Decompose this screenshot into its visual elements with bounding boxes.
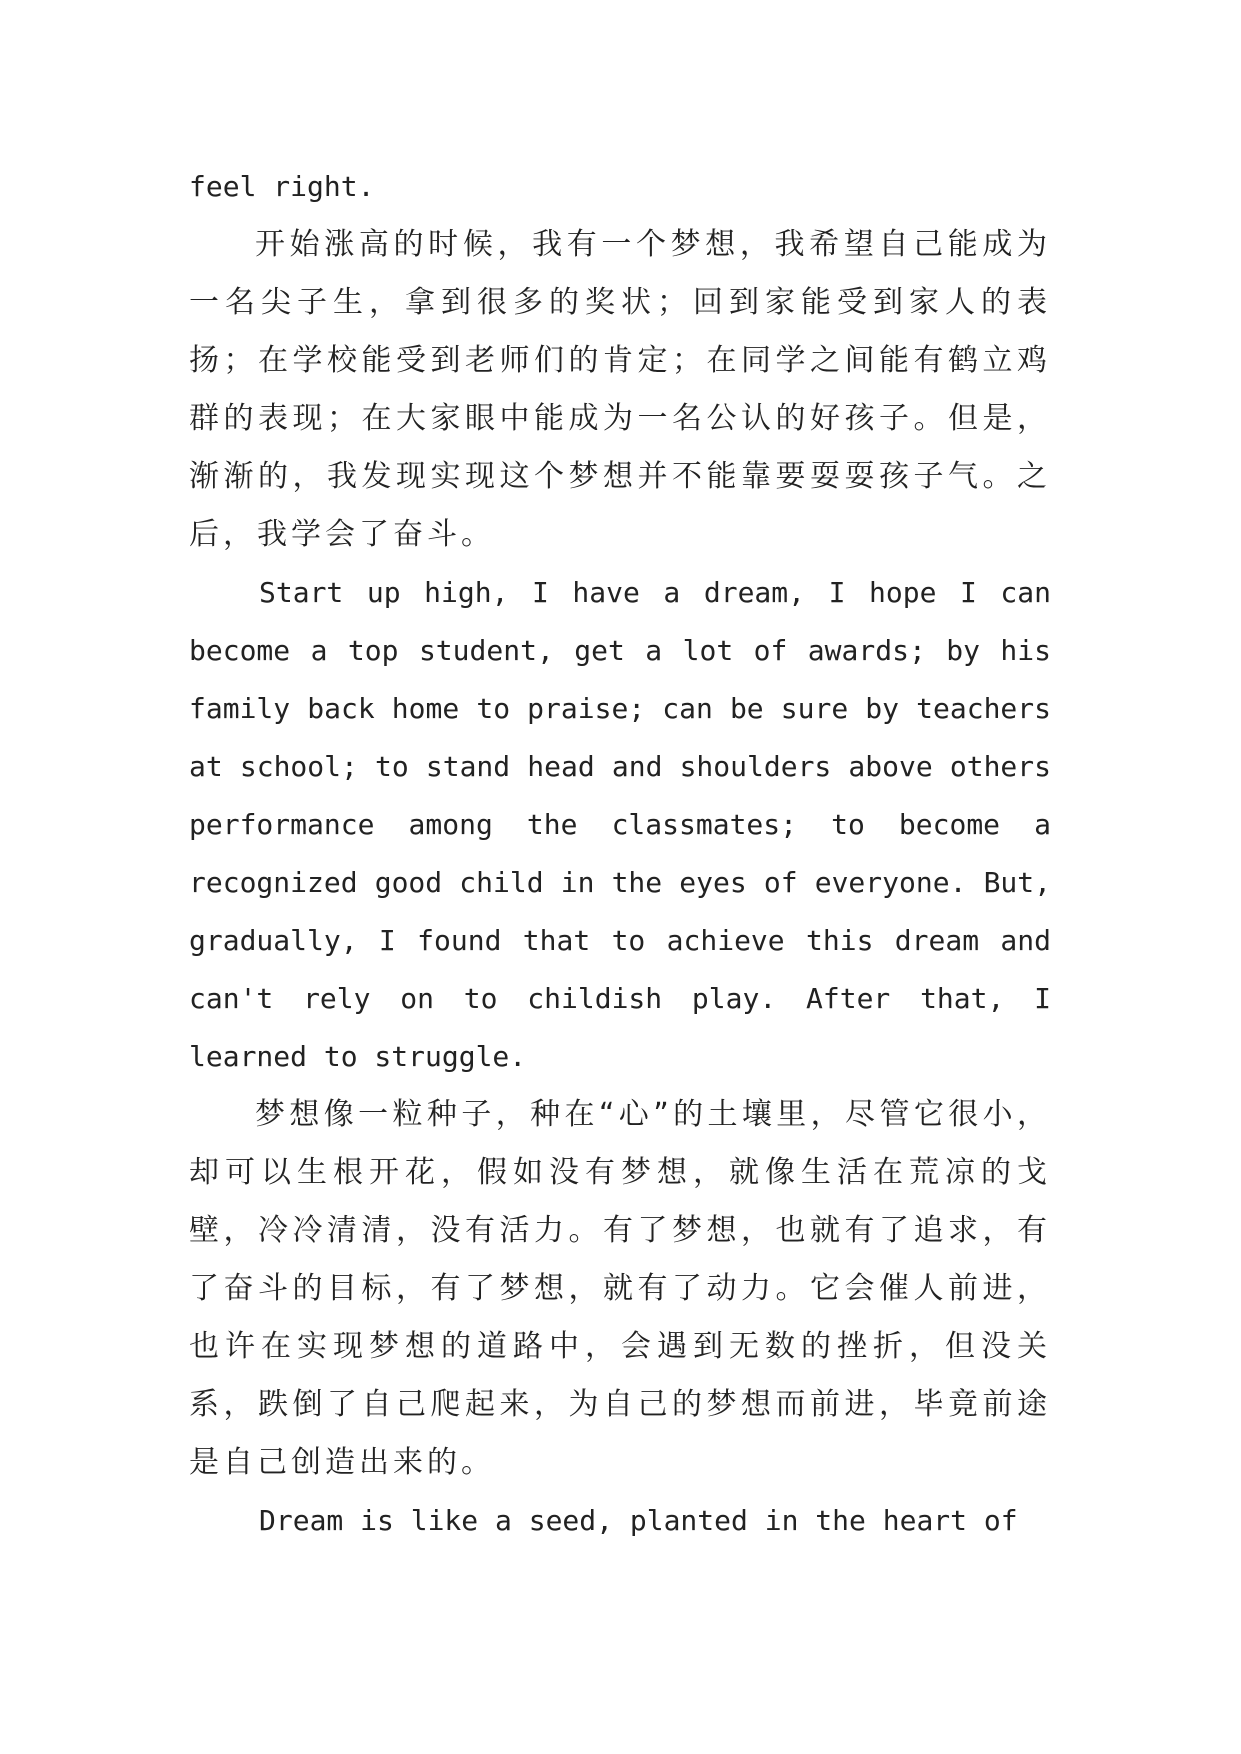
document-body	[189, 158, 1051, 1550]
paragraph-continuation: feel right.	[189, 170, 375, 203]
paragraph-english-dream-struggle: Start up high, I have a dream, I hope I can become a top student, get a lot of awards; by his family back home to praise; can be sure by teachers at school; to stand head and shoulders above others performance among the classmates; to become a recognized good child in the eyes of everyone. But, gradually, I found that to achieve this dream and can't rely on to childish play. After that, I learned to struggle.	[189, 576, 1051, 1073]
paragraph-chinese-dream-seed: 梦想像一粒种子，种在“心”的土壤里，尽管它很小，却可以生根开花，假如没有梦想，就像生活在荒凉的戈壁，冷冷清清，没有活力。有了梦想，也就有了追求，有了奋斗的目标，有了梦想，就有了动力。它会催人前进，也许在实现梦想的道路中，会遇到无数的挫折，但没关系，跌倒了自己爬起来，为自己的梦想而前进，毕竟前途是自己创造出来的。	[189, 1097, 1051, 1480]
paragraph-english-dream-seed: Dream is like a seed, planted in the heart of	[259, 1504, 1018, 1537]
paragraph-chinese-dream-struggle: 开始涨高的时候，我有一个梦想，我希望自己能成为一名尖子生，拿到很多的奖状；回到家能受到家人的表扬；在学校能受到老师们的肯定；在同学之间能有鹤立鸡群的表现；在大家眼中能成为一名公认的好孩子。但是，渐渐的，我发现实现这个梦想并不能靠要耍耍孩子气。之后，我学会了奋斗。	[189, 227, 1051, 552]
